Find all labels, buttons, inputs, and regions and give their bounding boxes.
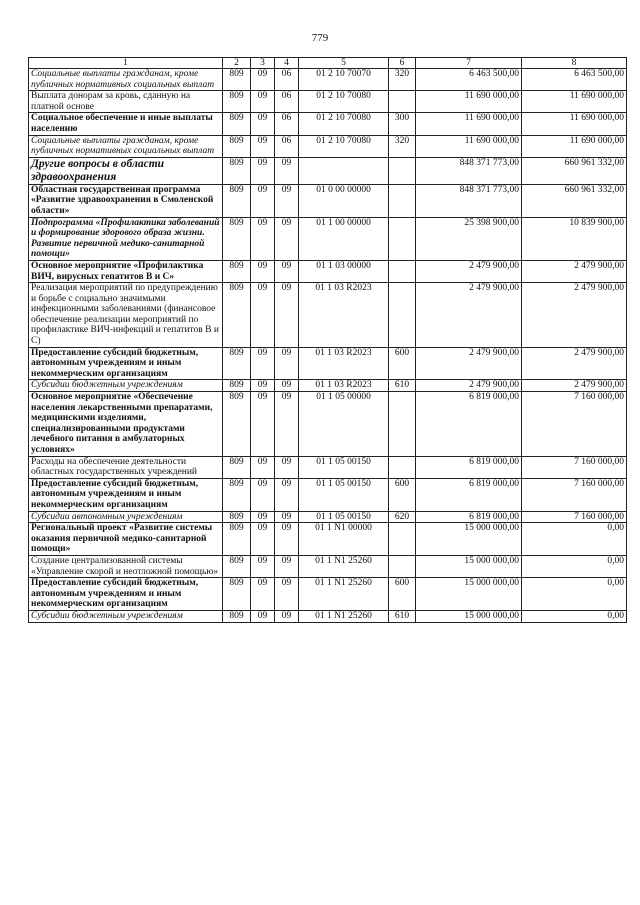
section-code-cell: 09 bbox=[251, 260, 275, 282]
table-row bbox=[29, 578, 627, 611]
amount-year1-cell: 848 371 773,00 bbox=[416, 157, 522, 184]
subsection-code-cell: 06 bbox=[275, 113, 299, 135]
table-row bbox=[29, 392, 627, 457]
header-cell: 3 bbox=[251, 58, 275, 69]
table-row bbox=[29, 113, 627, 135]
target-article-cell: 01 0 00 00000 bbox=[299, 184, 389, 217]
amount-year1-cell: 2 479 900,00 bbox=[416, 380, 522, 392]
amount-year1-cell: 6 819 000,00 bbox=[416, 478, 522, 511]
table-row bbox=[29, 157, 627, 184]
amount-year2-cell: 0,00 bbox=[522, 555, 627, 577]
section-code-cell: 09 bbox=[251, 511, 275, 523]
target-article-cell: 01 1 N1 25260 bbox=[299, 555, 389, 577]
item-name-cell: Расходы на обеспечение деятельности областных государственных учреждений bbox=[29, 456, 223, 478]
expense-type-cell bbox=[389, 260, 416, 282]
subsection-code-cell: 09 bbox=[275, 392, 299, 457]
expense-type-cell bbox=[389, 555, 416, 577]
target-article-cell: 01 1 00 00000 bbox=[299, 217, 389, 260]
amount-year2-cell: 7 160 000,00 bbox=[522, 478, 627, 511]
item-name-cell: Создание централизованной системы «Управление скорой и неотложной помощью» bbox=[29, 555, 223, 577]
section-code-cell: 09 bbox=[251, 69, 275, 91]
amount-year2-cell: 2 479 900,00 bbox=[522, 283, 627, 348]
table-row bbox=[29, 511, 627, 523]
table-row bbox=[29, 135, 627, 157]
target-article-cell: 01 2 10 70070 bbox=[299, 69, 389, 91]
amount-year2-cell: 660 961 332,00 bbox=[522, 157, 627, 184]
department-code-cell: 809 bbox=[223, 260, 251, 282]
header-cell: 7 bbox=[416, 58, 522, 69]
department-code-cell: 809 bbox=[223, 380, 251, 392]
department-code-cell: 809 bbox=[223, 113, 251, 135]
item-name-cell: Социальные выплаты гражданам, кроме публичных нормативных социальных выплат bbox=[29, 135, 223, 157]
table-row bbox=[29, 91, 627, 113]
expense-type-cell: 600 bbox=[389, 478, 416, 511]
item-name-cell: Основное мероприятие «Профилактика ВИЧ, вирусных гепатитов В и С» bbox=[29, 260, 223, 282]
section-code-cell: 09 bbox=[251, 135, 275, 157]
section-code-cell: 09 bbox=[251, 578, 275, 611]
amount-year1-cell: 6 819 000,00 bbox=[416, 511, 522, 523]
section-code-cell: 09 bbox=[251, 456, 275, 478]
table-row bbox=[29, 184, 627, 217]
expense-type-cell bbox=[389, 91, 416, 113]
amount-year2-cell: 7 160 000,00 bbox=[522, 456, 627, 478]
subsection-code-cell: 09 bbox=[275, 555, 299, 577]
amount-year1-cell: 15 000 000,00 bbox=[416, 578, 522, 611]
amount-year2-cell: 0,00 bbox=[522, 523, 627, 556]
expense-type-cell bbox=[389, 157, 416, 184]
expense-type-cell: 300 bbox=[389, 113, 416, 135]
section-code-cell: 09 bbox=[251, 478, 275, 511]
table-row bbox=[29, 260, 627, 282]
item-name-cell: Предоставление субсидий бюджетным, автономным учреждениям и иным некоммерческим организациям bbox=[29, 347, 223, 380]
section-code-cell: 09 bbox=[251, 217, 275, 260]
amount-year1-cell: 11 690 000,00 bbox=[416, 91, 522, 113]
subsection-code-cell: 09 bbox=[275, 157, 299, 184]
section-code-cell: 09 bbox=[251, 610, 275, 622]
amount-year2-cell: 7 160 000,00 bbox=[522, 392, 627, 457]
table-row bbox=[29, 555, 627, 577]
expense-type-cell: 600 bbox=[389, 347, 416, 380]
section-code-cell: 09 bbox=[251, 523, 275, 556]
department-code-cell: 809 bbox=[223, 511, 251, 523]
header-cell: 8 bbox=[522, 58, 627, 69]
department-code-cell: 809 bbox=[223, 283, 251, 348]
page-number: 779 bbox=[311, 32, 329, 44]
target-article-cell: 01 1 N1 00000 bbox=[299, 523, 389, 556]
item-name-cell: Основное мероприятие «Обеспечение населения лекарственными препаратами, медицинскими изделиями, специализированными продуктами лечебного питания в амбулаторных условиях» bbox=[29, 392, 223, 457]
amount-year1-cell: 2 479 900,00 bbox=[416, 347, 522, 380]
section-code-cell: 09 bbox=[251, 184, 275, 217]
item-name-cell: Социальное обеспечение и иные выплаты населению bbox=[29, 113, 223, 135]
department-code-cell: 809 bbox=[223, 456, 251, 478]
amount-year1-cell: 2 479 900,00 bbox=[416, 260, 522, 282]
subsection-code-cell: 09 bbox=[275, 347, 299, 380]
target-article-cell: 01 1 03 00000 bbox=[299, 260, 389, 282]
amount-year1-cell: 15 000 000,00 bbox=[416, 555, 522, 577]
target-article-cell: 01 1 N1 25260 bbox=[299, 578, 389, 611]
amount-year1-cell: 11 690 000,00 bbox=[416, 135, 522, 157]
table-row bbox=[29, 610, 627, 622]
amount-year1-cell: 15 000 000,00 bbox=[416, 523, 522, 556]
subsection-code-cell: 09 bbox=[275, 523, 299, 556]
department-code-cell: 809 bbox=[223, 347, 251, 380]
department-code-cell: 809 bbox=[223, 610, 251, 622]
amount-year1-cell: 25 398 900,00 bbox=[416, 217, 522, 260]
department-code-cell: 809 bbox=[223, 523, 251, 556]
subsection-code-cell: 09 bbox=[275, 578, 299, 611]
department-code-cell: 809 bbox=[223, 91, 251, 113]
amount-year2-cell: 2 479 900,00 bbox=[522, 260, 627, 282]
target-article-cell: 01 1 05 00150 bbox=[299, 456, 389, 478]
item-name-cell: Реализация мероприятий по предупреждению и борьбе с социально значимыми инфекционными заболеваниями (финансовое обеспечение реализации мероприятий по профилактике ВИЧ-инфекций и гепатитов В и С) bbox=[29, 283, 223, 348]
amount-year1-cell: 11 690 000,00 bbox=[416, 113, 522, 135]
expense-type-cell bbox=[389, 217, 416, 260]
table-row bbox=[29, 69, 627, 91]
header-cell: 2 bbox=[223, 58, 251, 69]
amount-year1-cell: 2 479 900,00 bbox=[416, 283, 522, 348]
item-name-cell: Другие вопросы в области здравоохранения bbox=[29, 157, 223, 184]
section-code-cell: 09 bbox=[251, 347, 275, 380]
target-article-cell: 01 2 10 70080 bbox=[299, 135, 389, 157]
target-article-cell: 01 1 03 R2023 bbox=[299, 347, 389, 380]
department-code-cell: 809 bbox=[223, 184, 251, 217]
table-header-row bbox=[29, 58, 627, 69]
table-row bbox=[29, 283, 627, 348]
header-cell: 1 bbox=[29, 58, 223, 69]
item-name-cell: Подпрограмма «Профилактика заболеваний и формирование здорового образа жизни. Развитие первичной медико-санитарной помощи» bbox=[29, 217, 223, 260]
item-name-cell: Выплата донорам за кровь, сданную на платной основе bbox=[29, 91, 223, 113]
target-article-cell: 01 2 10 70080 bbox=[299, 91, 389, 113]
expense-type-cell bbox=[389, 456, 416, 478]
department-code-cell: 809 bbox=[223, 478, 251, 511]
amount-year1-cell: 6 463 500,00 bbox=[416, 69, 522, 91]
amount-year2-cell: 7 160 000,00 bbox=[522, 511, 627, 523]
item-name-cell: Областная государственная программа «Развитие здравоохранения в Смоленской области» bbox=[29, 184, 223, 217]
amount-year1-cell: 6 819 000,00 bbox=[416, 456, 522, 478]
subsection-code-cell: 06 bbox=[275, 69, 299, 91]
expense-type-cell bbox=[389, 184, 416, 217]
subsection-code-cell: 09 bbox=[275, 610, 299, 622]
department-code-cell: 809 bbox=[223, 392, 251, 457]
expense-type-cell bbox=[389, 523, 416, 556]
amount-year1-cell: 15 000 000,00 bbox=[416, 610, 522, 622]
target-article-cell: 01 1 05 00150 bbox=[299, 511, 389, 523]
department-code-cell: 809 bbox=[223, 217, 251, 260]
table-row bbox=[29, 478, 627, 511]
item-name-cell: Социальные выплаты гражданам, кроме публичных нормативных социальных выплат bbox=[29, 69, 223, 91]
item-name-cell: Субсидии автономным учреждениям bbox=[29, 511, 223, 523]
expense-type-cell: 320 bbox=[389, 135, 416, 157]
section-code-cell: 09 bbox=[251, 113, 275, 135]
subsection-code-cell: 09 bbox=[275, 283, 299, 348]
subsection-code-cell: 09 bbox=[275, 217, 299, 260]
amount-year2-cell: 2 479 900,00 bbox=[522, 347, 627, 380]
amount-year2-cell: 0,00 bbox=[522, 578, 627, 611]
subsection-code-cell: 06 bbox=[275, 135, 299, 157]
subsection-code-cell: 09 bbox=[275, 456, 299, 478]
expense-type-cell: 610 bbox=[389, 380, 416, 392]
subsection-code-cell: 09 bbox=[275, 478, 299, 511]
subsection-code-cell: 09 bbox=[275, 511, 299, 523]
target-article-cell: 01 1 03 R2023 bbox=[299, 380, 389, 392]
expense-type-cell: 610 bbox=[389, 610, 416, 622]
subsection-code-cell: 09 bbox=[275, 260, 299, 282]
amount-year2-cell: 10 839 900,00 bbox=[522, 217, 627, 260]
department-code-cell: 809 bbox=[223, 578, 251, 611]
target-article-cell: 01 1 05 00150 bbox=[299, 478, 389, 511]
table-row bbox=[29, 456, 627, 478]
item-name-cell: Субсидии бюджетным учреждениям bbox=[29, 380, 223, 392]
subsection-code-cell: 09 bbox=[275, 184, 299, 217]
header-cell: 5 bbox=[299, 58, 389, 69]
amount-year2-cell: 0,00 bbox=[522, 610, 627, 622]
budget-table bbox=[28, 57, 627, 623]
item-name-cell: Предоставление субсидий бюджетным, автономным учреждениям и иным некоммерческим организациям bbox=[29, 478, 223, 511]
target-article-cell: 01 1 N1 25260 bbox=[299, 610, 389, 622]
amount-year2-cell: 2 479 900,00 bbox=[522, 380, 627, 392]
section-code-cell: 09 bbox=[251, 380, 275, 392]
section-code-cell: 09 bbox=[251, 283, 275, 348]
target-article-cell bbox=[299, 157, 389, 184]
target-article-cell: 01 1 05 00000 bbox=[299, 392, 389, 457]
amount-year2-cell: 11 690 000,00 bbox=[522, 135, 627, 157]
table-row bbox=[29, 523, 627, 556]
target-article-cell: 01 1 03 R2023 bbox=[299, 283, 389, 348]
expense-type-cell: 620 bbox=[389, 511, 416, 523]
amount-year1-cell: 6 819 000,00 bbox=[416, 392, 522, 457]
item-name-cell: Предоставление субсидий бюджетным, автономным учреждениям и иным некоммерческим организациям bbox=[29, 578, 223, 611]
subsection-code-cell: 09 bbox=[275, 380, 299, 392]
table-row bbox=[29, 380, 627, 392]
department-code-cell: 809 bbox=[223, 555, 251, 577]
target-article-cell: 01 2 10 70080 bbox=[299, 113, 389, 135]
department-code-cell: 809 bbox=[223, 157, 251, 184]
section-code-cell: 09 bbox=[251, 555, 275, 577]
department-code-cell: 809 bbox=[223, 135, 251, 157]
expense-type-cell: 600 bbox=[389, 578, 416, 611]
section-code-cell: 09 bbox=[251, 91, 275, 113]
subsection-code-cell: 06 bbox=[275, 91, 299, 113]
amount-year2-cell: 11 690 000,00 bbox=[522, 91, 627, 113]
expense-type-cell bbox=[389, 392, 416, 457]
expense-type-cell: 320 bbox=[389, 69, 416, 91]
header-cell: 6 bbox=[389, 58, 416, 69]
item-name-cell: Региональный проект «Развитие системы оказания первичной медико-санитарной помощи» bbox=[29, 523, 223, 556]
amount-year1-cell: 848 371 773,00 bbox=[416, 184, 522, 217]
item-name-cell: Субсидии бюджетным учреждениям bbox=[29, 610, 223, 622]
section-code-cell: 09 bbox=[251, 392, 275, 457]
table-row bbox=[29, 347, 627, 380]
amount-year2-cell: 660 961 332,00 bbox=[522, 184, 627, 217]
amount-year2-cell: 11 690 000,00 bbox=[522, 113, 627, 135]
department-code-cell: 809 bbox=[223, 69, 251, 91]
header-cell: 4 bbox=[275, 58, 299, 69]
table-row bbox=[29, 217, 627, 260]
section-code-cell: 09 bbox=[251, 157, 275, 184]
expense-type-cell bbox=[389, 283, 416, 348]
amount-year2-cell: 6 463 500,00 bbox=[522, 69, 627, 91]
